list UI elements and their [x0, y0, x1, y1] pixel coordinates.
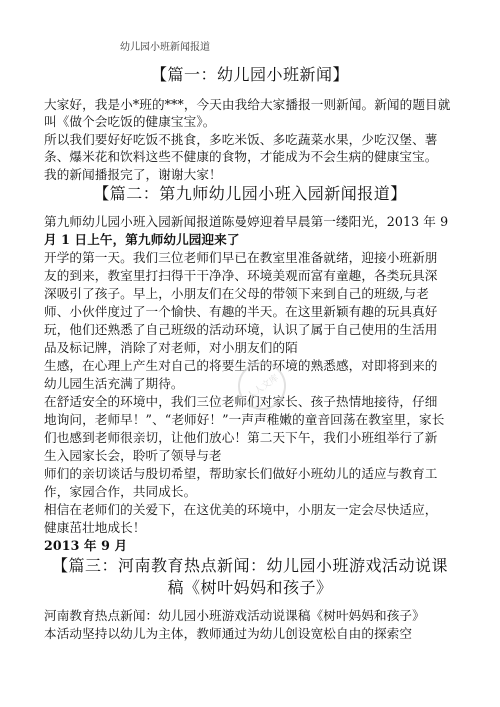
text-line: 玩，他们还熟悉了自己班级的活动环境，认识了属于自己使用的生活用 [44, 322, 438, 337]
text-line: 师们的亲切谈话与殷切希望，帮助家长们做好小班幼儿的适应与教育工 [44, 466, 438, 481]
text-line: 深吸引了孩子。早上，小朋友们在父母的带领下来到自己的班级,与老 [44, 286, 429, 301]
watermark-text: 人人文库 [245, 372, 281, 402]
text-line: 在舒适安全的环境中，我们三位老师们对家长、孩子热情地接待，仔细 [44, 394, 438, 409]
text-line: 师、小伙伴度过了一个愉快、有趣的半天。在这里新颖有趣的玩具真好 [44, 304, 438, 319]
section-heading-2: 【篇二：第九师幼儿园小班入园新闻报道】 [93, 184, 407, 203]
text-line: 健康茁壮地成长！ [44, 520, 146, 535]
text-line: 条、爆米花和饮料这些不健康的食物，才能成为不会生病的健康宝宝。 [44, 149, 438, 164]
text-line: 作，家园合作，共同成长。 [44, 484, 197, 499]
text-line: 们也感到老师很亲切，让他们放心！第二天下午，我们小班组举行了新 [44, 430, 438, 445]
text-line: 河南教育热点新闻：幼儿园小班游戏活动说课稿《树叶妈妈和孩子》 [44, 608, 425, 623]
text-line: 友的到来，教室里打扫得干干净净、环境美观而富有童趣，各类玩具深 [44, 268, 438, 283]
section-heading-3-continued: 稿《树叶妈妈和孩子》 [167, 578, 333, 597]
text-line: 叫《做个会吃饭的健康宝宝》。 [44, 114, 216, 129]
section-heading-3: 【篇三：河南教育热点新闻：幼儿园小班游戏活动说课 [51, 556, 448, 575]
text-line: 相信在老师们的关爱下，在这优美的环境中，小朋友一定会尽快适应， [44, 502, 438, 517]
text-line: 地询问，老师早！”、“老师好！”一声声稚嫩的童音回荡在教室里，家长 [44, 412, 445, 427]
text-line: 本活动坚持以幼儿为主体，教师通过为幼儿创设宽松自由的探索空 [44, 626, 413, 641]
text-line: 所以我们要好好吃饭不挑食，多吃米饭、多吃蔬菜水果，少吃汉堡、薯 [44, 132, 438, 147]
text-line: 大家好，我是小*班的***，今天由我给大家播报一则新闻。新闻的题目就 [44, 97, 451, 112]
text-line: 我的新闻播报完了，谢谢大家！ [44, 167, 222, 182]
text-line: 第九师幼儿园小班入园新闻报道陈曼婷迎着早晨第一缕阳光，2013 年 9 [44, 214, 449, 229]
running-header: 幼儿园小班新闻报道 [120, 42, 210, 53]
text-line: 生感，在心理上产生对自己的将要生活的环境的熟悉感，对即将到来的 [44, 358, 438, 373]
text-line: 幼儿园生活充满了期待。 [44, 376, 184, 391]
text-line: 品及标记牌，消除了对老师，对小朋友们的陌 [44, 340, 298, 355]
section-heading-1: 【篇一：幼儿园小班新闻】 [150, 65, 349, 84]
text-line: 开学的第一天。我们三位老师们早已在教室里准备就绪，迎接小班新朋 [44, 250, 438, 265]
text-line: 生入园家长会，聆听了领导与老 [44, 448, 222, 463]
date-line: 2013 年 9 月 [44, 538, 128, 553]
text-line: 月 1 日上午，第九师幼儿园迎来了 [44, 232, 240, 247]
